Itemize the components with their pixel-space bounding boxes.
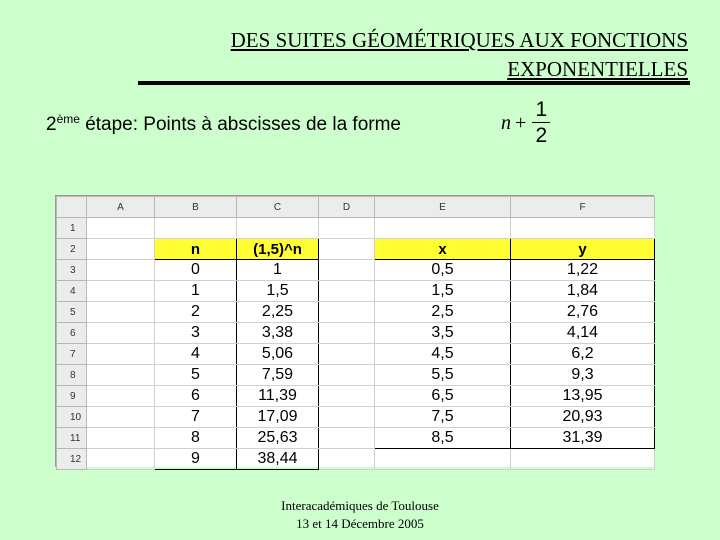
header-cell-pow[interactable]: (1,5)^n (237, 239, 319, 260)
column-header-e[interactable]: E (375, 197, 511, 218)
cell[interactable] (87, 449, 155, 470)
cell[interactable] (87, 239, 155, 260)
table-row (57, 323, 655, 344)
cell-pow[interactable]: 7,59 (237, 365, 319, 386)
cell[interactable] (155, 218, 237, 239)
cell-x[interactable]: 3,5 (375, 323, 511, 344)
step-text: étape: Points à abscisses de la forme (85, 114, 401, 135)
table-row (57, 260, 655, 281)
title-line-1: DES SUITES GÉOMÉTRIQUES AUX FONCTIONS (230, 28, 688, 52)
row-header[interactable]: 1 (57, 218, 87, 239)
spreadsheet (55, 195, 654, 467)
cell[interactable] (87, 323, 155, 344)
row-header[interactable]: 10 (57, 407, 87, 428)
footer (0, 497, 720, 533)
row-header[interactable]: 8 (57, 365, 87, 386)
formula-plus: + (515, 112, 527, 134)
column-header-c[interactable]: C (237, 197, 319, 218)
cell-x[interactable]: 2,5 (375, 302, 511, 323)
cell[interactable] (87, 281, 155, 302)
cell-pow[interactable]: 25,63 (237, 428, 319, 449)
row-header[interactable]: 4 (57, 281, 87, 302)
cell-pow[interactable]: 3,38 (237, 323, 319, 344)
cell-y[interactable] (511, 449, 655, 470)
title-divider (138, 81, 690, 85)
cell[interactable] (87, 218, 155, 239)
table-row (57, 407, 655, 428)
header-cell-n[interactable]: n (155, 239, 237, 260)
cell-n[interactable]: 2 (155, 302, 237, 323)
cell-n[interactable]: 1 (155, 281, 237, 302)
cell-x[interactable]: 6,5 (375, 386, 511, 407)
cell[interactable] (319, 344, 375, 365)
cell-y[interactable]: 13,95 (511, 386, 655, 407)
cell-y[interactable]: 9,3 (511, 365, 655, 386)
cell[interactable] (319, 218, 375, 239)
cell-x[interactable]: 5,5 (375, 365, 511, 386)
cell[interactable] (319, 449, 375, 470)
cell[interactable] (319, 386, 375, 407)
column-header-d[interactable]: D (319, 197, 375, 218)
formula-fraction (532, 98, 550, 149)
cell[interactable] (319, 260, 375, 281)
cell-x[interactable]: 8,5 (375, 428, 511, 449)
step-superscript: ème (56, 112, 80, 126)
spreadsheet-grid (56, 196, 655, 470)
table-row (57, 428, 655, 449)
row-header[interactable]: 9 (57, 386, 87, 407)
cell-pow[interactable]: 1 (237, 260, 319, 281)
cell[interactable] (87, 344, 155, 365)
cell[interactable] (319, 407, 375, 428)
title-line-2: EXPONENTIELLES (507, 57, 688, 81)
cell[interactable] (511, 218, 655, 239)
corner-cell[interactable] (57, 197, 87, 218)
cell[interactable] (87, 386, 155, 407)
cell-y[interactable]: 31,39 (511, 428, 655, 449)
cell[interactable] (319, 365, 375, 386)
cell[interactable] (319, 323, 375, 344)
column-header-a[interactable]: A (87, 197, 155, 218)
cell-n[interactable]: 3 (155, 323, 237, 344)
cell-x[interactable]: 1,5 (375, 281, 511, 302)
cell-y[interactable]: 1,84 (511, 281, 655, 302)
cell-y[interactable]: 2,76 (511, 302, 655, 323)
slide-title (231, 26, 688, 84)
cell-pow[interactable]: 1,5 (237, 281, 319, 302)
fraction-numerator: 1 (535, 98, 548, 121)
header-cell-y[interactable]: y (511, 239, 655, 260)
column-header-b[interactable]: B (155, 197, 237, 218)
cell[interactable] (319, 239, 375, 260)
cell-pow[interactable]: 17,09 (237, 407, 319, 428)
cell[interactable] (319, 302, 375, 323)
cell-n[interactable]: 8 (155, 428, 237, 449)
cell-x[interactable]: 7,5 (375, 407, 511, 428)
step-heading (46, 112, 401, 136)
table-row (57, 302, 655, 323)
cell-y[interactable]: 4,14 (511, 323, 655, 344)
cell-pow[interactable]: 5,06 (237, 344, 319, 365)
cell[interactable] (237, 218, 319, 239)
cell-n[interactable]: 9 (155, 449, 237, 470)
column-header-row (57, 197, 655, 218)
cell-y[interactable]: 6,2 (511, 344, 655, 365)
table-row (57, 344, 655, 365)
cell[interactable] (87, 428, 155, 449)
row-header[interactable]: 6 (57, 323, 87, 344)
cell-n[interactable]: 5 (155, 365, 237, 386)
cell[interactable] (87, 365, 155, 386)
cell-y[interactable]: 1,22 (511, 260, 655, 281)
sheet-row-2 (57, 239, 655, 260)
cell-x[interactable] (375, 449, 511, 470)
row-header[interactable]: 7 (57, 344, 87, 365)
footer-line-2: 13 et 14 Décembre 2005 (296, 516, 424, 531)
table-row (57, 449, 655, 470)
table-row (57, 281, 655, 302)
column-header-f[interactable]: F (511, 197, 655, 218)
cell-pow[interactable]: 38,44 (237, 449, 319, 470)
cell-n[interactable]: 0 (155, 260, 237, 281)
cell[interactable] (87, 407, 155, 428)
sheet-row-1 (57, 218, 655, 239)
table-row (57, 365, 655, 386)
cell-y[interactable]: 20,93 (511, 407, 655, 428)
cell[interactable] (319, 281, 375, 302)
cell-x[interactable]: 0,5 (375, 260, 511, 281)
header-cell-x[interactable]: x (375, 239, 511, 260)
formula-variable: n (501, 112, 511, 134)
row-header[interactable]: 11 (57, 428, 87, 449)
cell-n[interactable]: 4 (155, 344, 237, 365)
footer-line-1: Interacadémiques de Toulouse (281, 498, 439, 513)
cell[interactable] (87, 260, 155, 281)
cell-pow[interactable]: 2,25 (237, 302, 319, 323)
row-header[interactable]: 2 (57, 239, 87, 260)
row-header[interactable]: 5 (57, 302, 87, 323)
table-row (57, 386, 655, 407)
cell[interactable] (87, 302, 155, 323)
row-header[interactable]: 3 (57, 260, 87, 281)
fraction-denominator: 2 (535, 124, 548, 147)
cell-n[interactable]: 6 (155, 386, 237, 407)
step-number: 2 (46, 114, 57, 135)
cell[interactable] (375, 218, 511, 239)
row-header[interactable]: 12 (57, 449, 87, 470)
formula-n-plus-half (501, 98, 550, 149)
cell-x[interactable]: 4,5 (375, 344, 511, 365)
cell[interactable] (319, 428, 375, 449)
cell-pow[interactable]: 11,39 (237, 386, 319, 407)
cell-n[interactable]: 7 (155, 407, 237, 428)
